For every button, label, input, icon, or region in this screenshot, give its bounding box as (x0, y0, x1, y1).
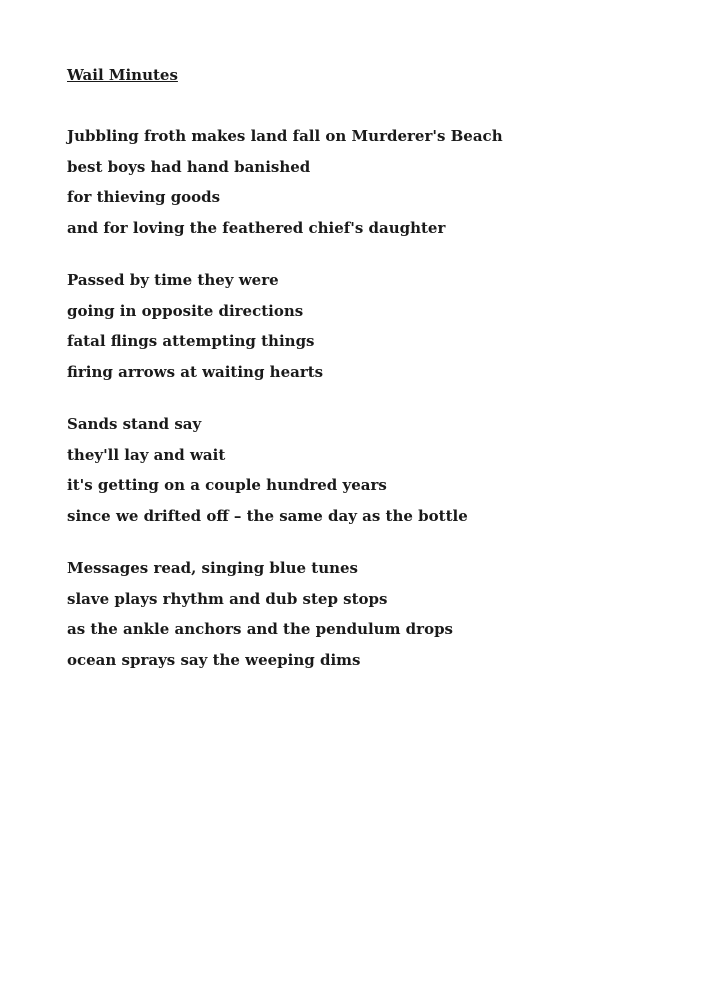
stanza-3 (67, 413, 667, 527)
poem-line: since we drifted off – the same day as the bottle (67, 506, 468, 525)
stanza-4 (67, 557, 667, 671)
poem-line: Jubbling froth makes land fall on Murderer's Beach (67, 127, 503, 145)
poem-line: as the ankle anchors and the pendulum drops (67, 620, 454, 638)
poem-line: they'll lay and wait (67, 445, 226, 464)
poem-line: it's getting on a couple hundred years (67, 476, 387, 494)
poem-line: ocean sprays say the weeping dims (67, 650, 361, 669)
poem-line: going in opposite directions (67, 301, 304, 320)
poem-line: Passed by time they were (67, 271, 279, 289)
stanza-1 (67, 125, 667, 239)
poem-line: and for loving the feathered chief's daughter (67, 218, 446, 237)
poem-line: firing arrows at waiting hearts (67, 362, 324, 381)
poem-line: Sands stand say (67, 415, 202, 433)
poem-line: slave plays rhythm and dub step stops (67, 589, 388, 608)
poem-line: best boys had hand banished (67, 157, 311, 176)
stanza-2 (67, 269, 667, 383)
poem-line: for thieving goods (67, 188, 221, 206)
poem-line: fatal flings attempting things (67, 332, 315, 350)
poem (67, 64, 667, 701)
poem-title: Wail Minutes (67, 66, 178, 84)
poem-line: Messages read, singing blue tunes (67, 559, 358, 577)
